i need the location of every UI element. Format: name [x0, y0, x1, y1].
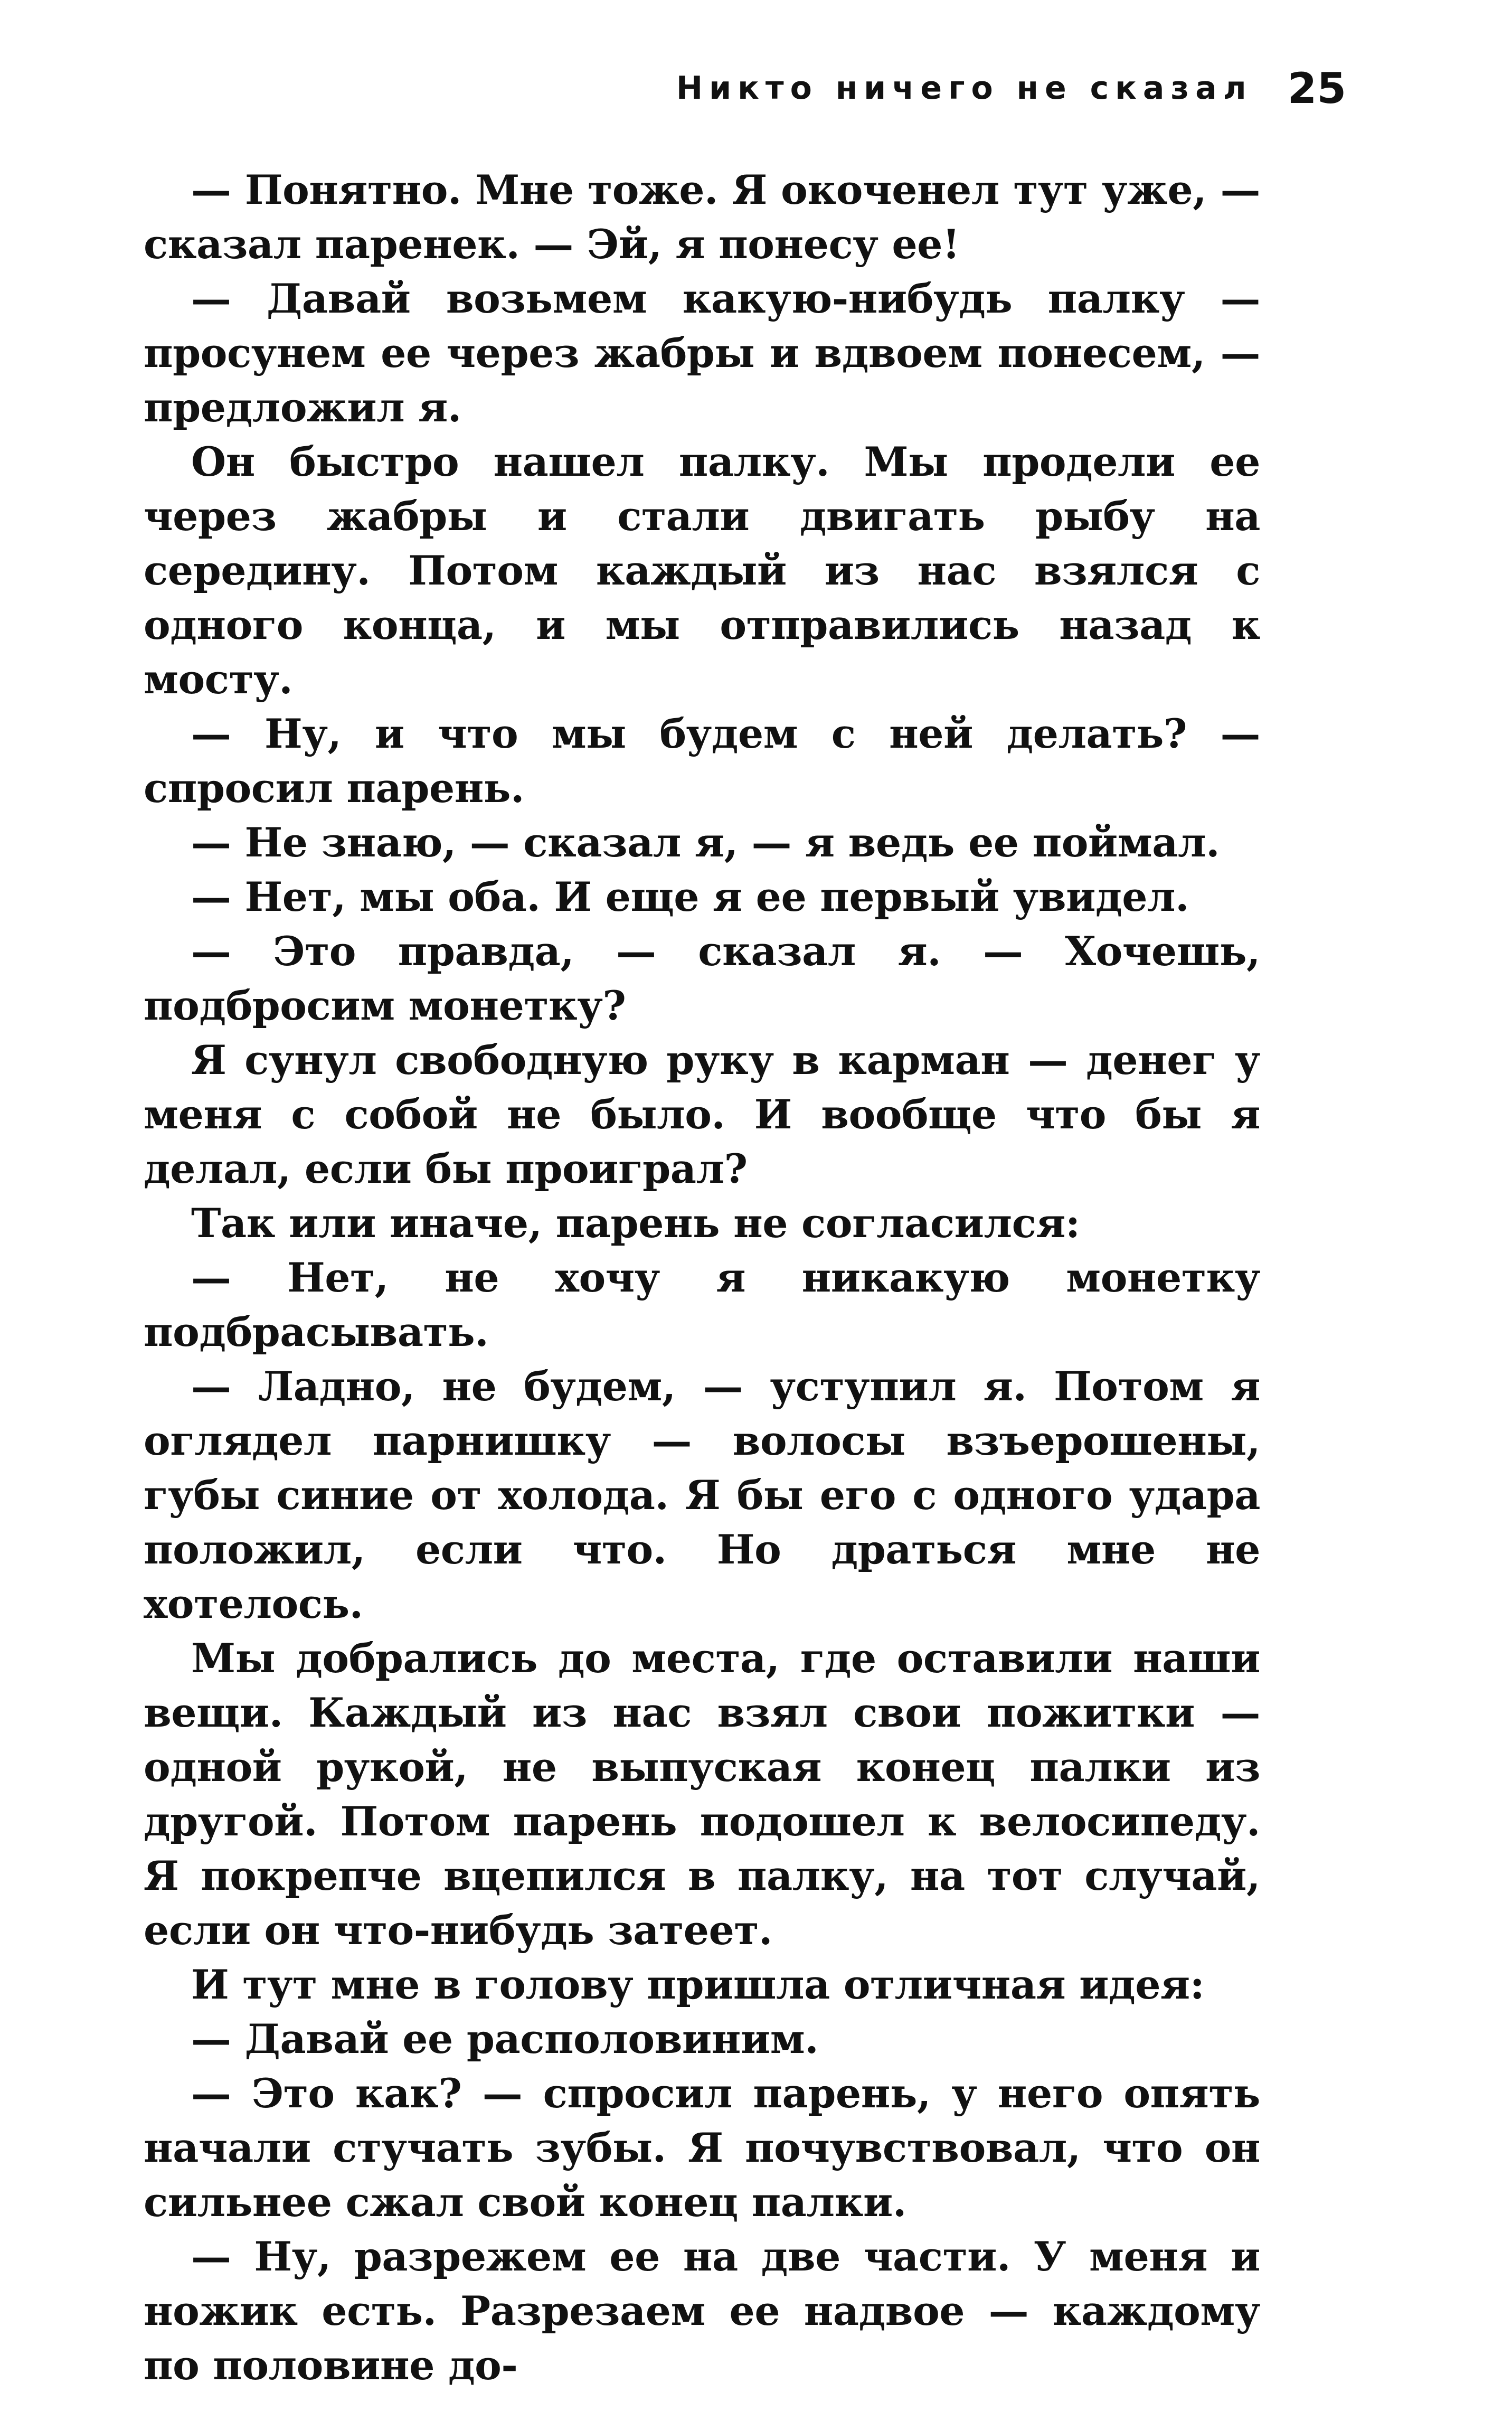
paragraph: И тут мне в голову пришла отличная идея: [191, 1961, 1205, 2008]
paragraph: Он быстро нашел палку. Мы продели ее через жабры и стали двигать рыбу на середину. Потом каждый из нас взялся с одного конца, и мы отправились назад к мосту. [144, 438, 1260, 703]
paragraph: — Нет, не хочу я никакую монетку подбрасывать. [144, 1254, 1260, 1355]
paragraph: Так или иначе, парень не согласился: [191, 1200, 1080, 1247]
paragraph: — Давай возьмем какую-нибудь палку — просунем ее через жабры и вдвоем понесем, — предложил я. [144, 275, 1260, 431]
paragraph: Я сунул свободную руку в карман — денег у меня с собой не было. И вообще что бы я делал, если бы проиграл? [144, 1037, 1260, 1192]
paragraph: — Это правда, — сказал я. — Хочешь, подбросим монетку? [144, 928, 1260, 1029]
paragraph: — Не знаю, — сказал я, — я ведь ее поймал. [191, 819, 1220, 866]
paragraph: — Нет, мы оба. И еще я ее первый увидел. [191, 873, 1189, 920]
paragraph: — Это как? — спросил парень, у него опять начали стучать зубы. Я почувствовал, что он сильнее сжал свой конец палки. [144, 2070, 1260, 2226]
paragraph: — Ну, и что мы будем с ней делать? — спросил парень. [144, 710, 1260, 812]
paragraph: — Понятно. Мне тоже. Я окоченел тут уже, — сказал паренек. — Эй, я понесу ее! [144, 166, 1260, 268]
paragraph: — Давай ее располовиним. [191, 2015, 819, 2062]
running-header [676, 59, 1346, 117]
paragraph: — Ну, разрежем ее на две части. У меня и ножик есть. Разрезаем ее надвое — каждому по половине до- [144, 2233, 1260, 2389]
page-number: 25 [1287, 63, 1346, 113]
paragraph: Мы добрались до места, где оставили наши вещи. Каждый из нас взял свои пожитки — одной рукой, не выпуская конец палки из другой. Потом парень подошел к велосипеду. Я покрепче вцепился в палку, на тот случай, если он что-нибудь затеет. [144, 1635, 1260, 1954]
body-text [144, 163, 1260, 2392]
running-title: Никто ничего не сказал [676, 70, 1253, 107]
paragraph: — Ладно, не будем, — уступил я. Потом я оглядел парнишку — волосы взъерошены, губы синие от холода. Я бы его с одного удара положил, если что. Но драться мне не хотелось. [144, 1363, 1260, 1627]
